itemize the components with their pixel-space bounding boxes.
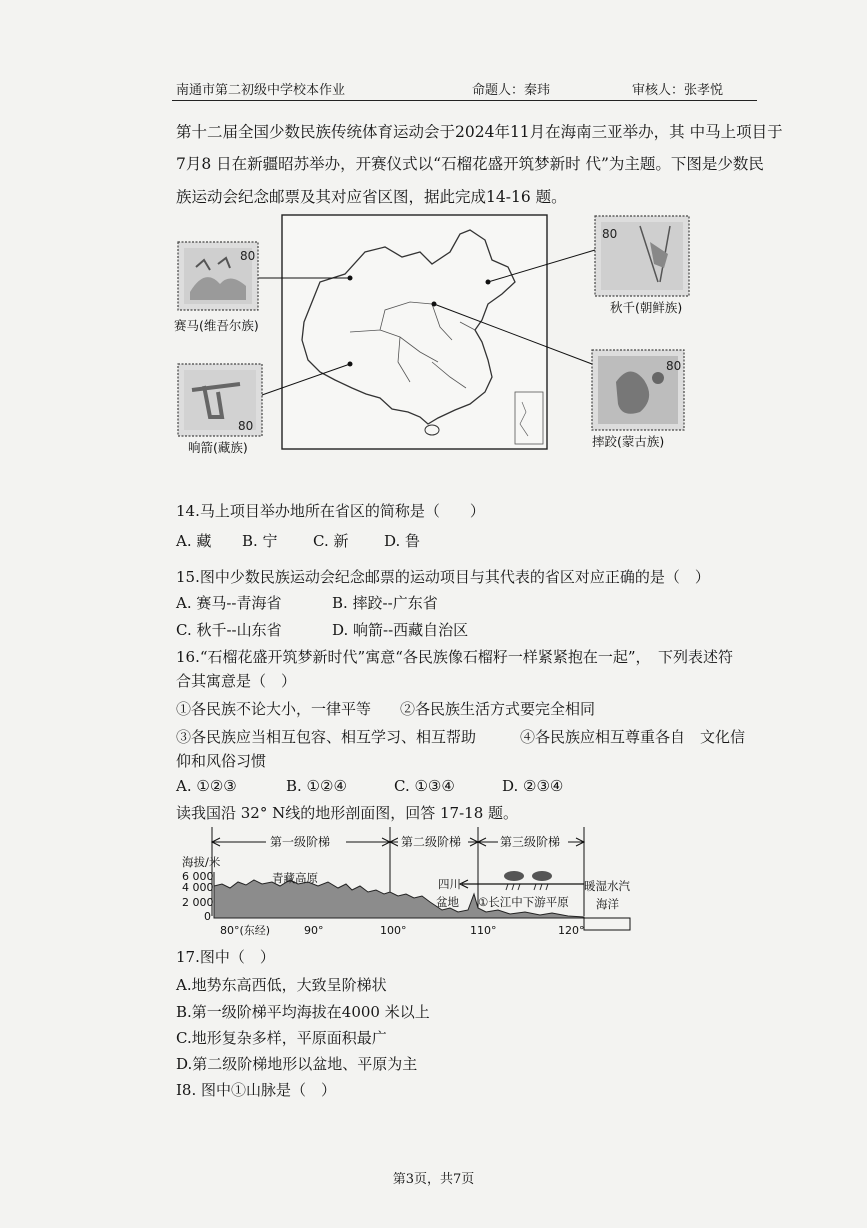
q16-stem-line-1: 16.“石榴花盛开筑梦新时代”寓意“各民族像石榴籽一样紧紧抱在一起”， 下列表述符 xyxy=(176,648,734,666)
q17-option-d: D.第二级阶梯地形以盆地、平原为主 xyxy=(176,1055,418,1073)
stamp-4-value: 80 xyxy=(666,359,682,373)
stamp-1-caption: 赛马(维吾尔族) xyxy=(174,318,259,333)
intro-line-1: 第十二届全国少数民族传统体育运动会于2024年11月在海南三亚举办，其 中马上项目于 xyxy=(176,123,783,141)
label-moisture: 暖湿水汽 xyxy=(584,879,630,893)
intro-line-2: 7月8 日在新疆昭苏举办，开赛仪式以“石榴花盛开筑梦新时 代”为主题。下图是少数民 xyxy=(176,155,764,173)
stamp-wrestling xyxy=(592,350,684,430)
stamp-2-caption: 响箭(藏族) xyxy=(188,440,248,455)
q15-option-a: A. 赛马--青海省 xyxy=(176,594,282,612)
label-basin-line-2: 盆地 xyxy=(436,895,459,909)
stamp-horse-racing xyxy=(178,242,258,310)
x-tick-80: 80°(东经) xyxy=(220,924,271,937)
terrain-profile-figure xyxy=(180,822,632,938)
stamp-2-value: 80 xyxy=(238,419,254,433)
q16-statement-2: ②各民族生活方式要完全相同 xyxy=(400,700,596,718)
profile-intro: 读我国沿 32° N线的地形剖面图，回答 17-18 题。 xyxy=(176,804,519,822)
q15-option-c: C. 秋千--山东省 xyxy=(176,621,282,639)
x-tick-110: 110° xyxy=(470,924,497,937)
intro-line-3: 族运动会纪念邮票及其对应省区图，据此完成14-16 题。 xyxy=(176,188,567,206)
stamp-map-figure xyxy=(170,212,700,460)
q16-option-c: C. ①③④ xyxy=(394,777,455,795)
q16-option-b: B. ①②④ xyxy=(286,777,347,795)
x-tick-90: 90° xyxy=(304,924,324,937)
step-2-label: 第二级阶梯 xyxy=(401,835,462,849)
q15-option-d: D. 响箭--西藏自治区 xyxy=(332,621,469,639)
page-footer: 第3页，共7页 xyxy=(392,1172,475,1187)
y-tick-6000: 6 000 xyxy=(182,870,214,883)
q16-statement-3: ③各民族应当相互包容、相互学习、相互帮助 xyxy=(176,728,477,746)
rain-cloud-icon xyxy=(504,871,552,890)
q17-stem: 17.图中（ ） xyxy=(176,948,275,966)
q17-option-b: B.第一级阶梯平均海拔在4000 米以上 xyxy=(176,1003,430,1021)
q15-option-b: B. 摔跤--广东省 xyxy=(332,594,438,612)
q16-option-d: D. ②③④ xyxy=(502,777,564,795)
x-tick-100: 100° xyxy=(380,924,407,937)
q15-stem: 15.图中少数民族运动会纪念邮票的运动项目与其代表的省区对应正确的是（ ） xyxy=(176,568,710,586)
stamp-4-caption: 摔跤(蒙古族) xyxy=(592,434,665,449)
step-1-label: 第一级阶梯 xyxy=(270,835,331,849)
label-plain: ①长江中下游平原 xyxy=(478,895,569,909)
y-tick-0: 0 xyxy=(204,910,211,923)
q16-statement-1: ①各民族不论大小，一律平等 xyxy=(176,700,372,718)
q16-stem-line-2: 合其寓意是（ ） xyxy=(176,672,297,690)
label-ocean: 海洋 xyxy=(596,897,619,911)
q16-statement-4-cont: 仰和风俗习惯 xyxy=(176,752,267,770)
stamp-1-value: 80 xyxy=(240,249,256,263)
q14-stem: 14.马上项目举办地所在省区的简称是（ ） xyxy=(176,502,485,520)
header-author: 命题人：秦玮 xyxy=(472,83,551,98)
label-basin-line-1: 四川 xyxy=(438,877,461,891)
q16-option-a: A. ①②③ xyxy=(176,777,237,795)
q14-option-a: A. 藏 xyxy=(176,532,212,550)
step-3-label: 第三级阶梯 xyxy=(500,835,561,849)
q17-option-c: C.地形复杂多样，平原面积最广 xyxy=(176,1029,387,1047)
header-school: 南通市第二初级中学校本作业 xyxy=(176,83,346,98)
q16-statement-4: ④各民族应相互尊重各自 文化信 xyxy=(520,728,746,746)
label-plateau: 青藏高原 xyxy=(272,871,318,885)
page-header xyxy=(172,76,757,101)
y-tick-2000: 2 000 xyxy=(182,896,214,909)
q14-option-c: C. 新 xyxy=(313,532,349,550)
q17-option-a: A.地势东高西低，大致呈阶梯状 xyxy=(176,976,387,994)
y-tick-4000: 4 000 xyxy=(182,881,214,894)
stamp-whistling-arrow xyxy=(178,364,262,436)
stamp-3-caption: 秋千(朝鲜族) xyxy=(610,300,683,315)
q14-option-b: B. 宁 xyxy=(242,532,278,550)
x-tick-120: 120° xyxy=(558,924,585,937)
q14-option-d: D. 鲁 xyxy=(384,532,421,550)
y-axis-title: 海拔/米 xyxy=(182,855,221,869)
stamp-3-value: 80 xyxy=(602,227,618,241)
q18-stem: I8. 图中①山脉是（ ） xyxy=(176,1081,337,1099)
stamp-swing xyxy=(595,216,689,296)
header-reviewer: 审核人：张孝悦 xyxy=(632,83,724,98)
